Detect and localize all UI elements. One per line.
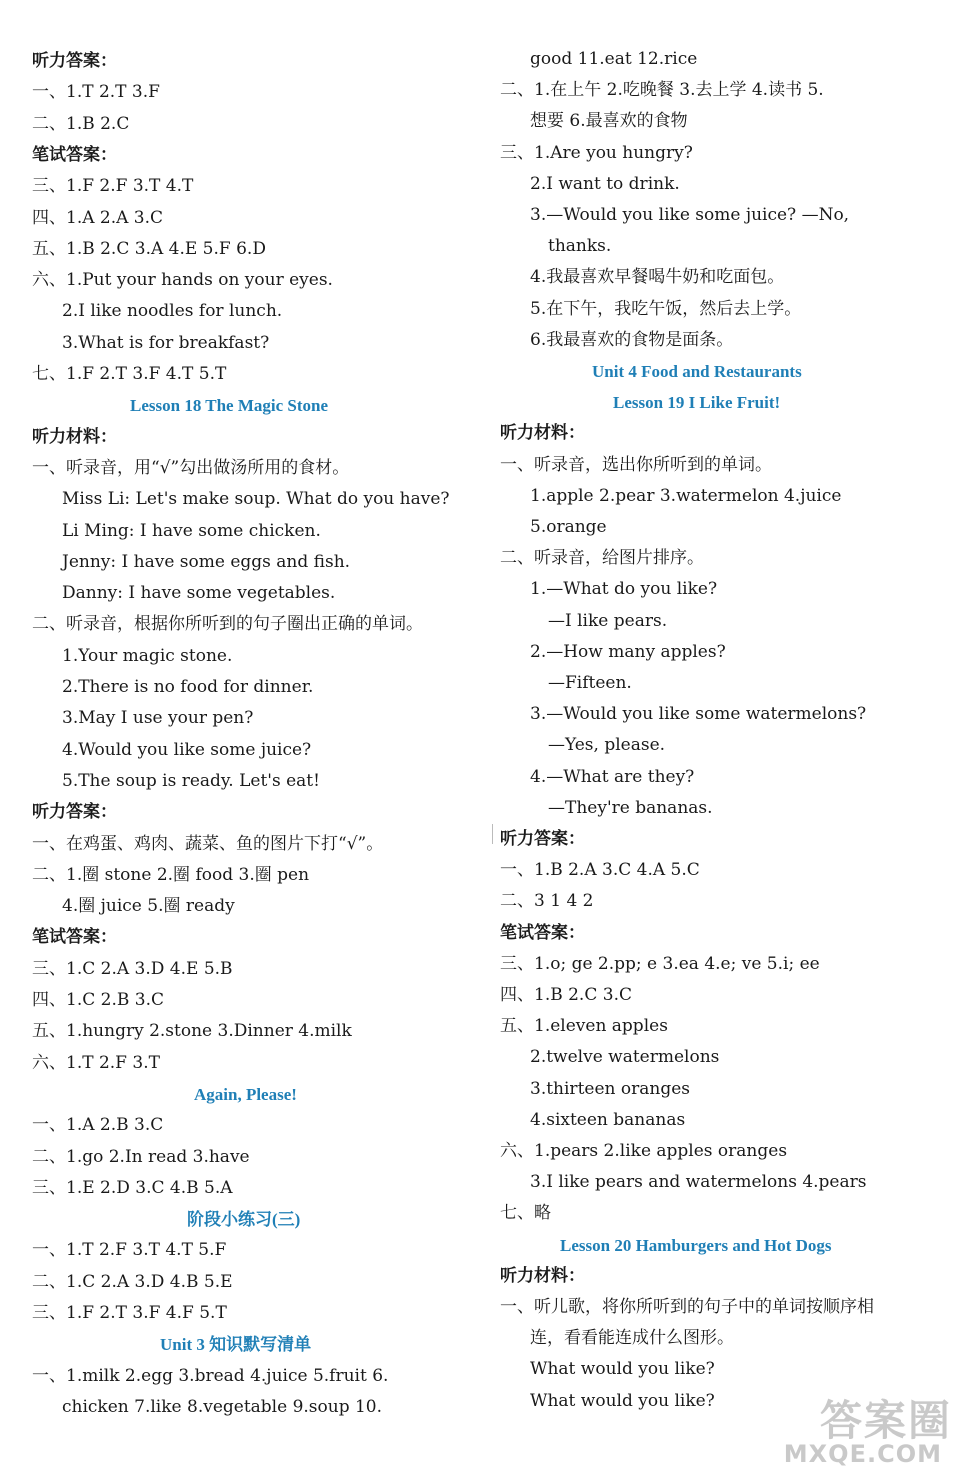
text-line: —Yes, please.: [548, 735, 666, 756]
text-line: 三、1.F 2.T 3.F 4.F 5.T: [32, 1303, 227, 1323]
section-heading: 阶段小练习(三): [187, 1210, 301, 1230]
text-line: 连，看看能连成什么图形。: [530, 1328, 734, 1349]
text-line: 一、1.T 2.T 3.F: [32, 82, 160, 103]
text-line: 七、略: [500, 1203, 551, 1224]
text-line: 笔试答案：: [32, 927, 117, 948]
text-line: 4.—What are they?: [530, 766, 695, 787]
text-line: 一、在鸡蛋、鸡肉、蔬菜、鱼的图片下打“√”。: [32, 833, 384, 854]
section-heading: Unit 3 知识默写清单: [160, 1335, 312, 1355]
text-line: Danny: I have some vegetables.: [62, 583, 336, 604]
watermark-logo: [762, 1388, 952, 1468]
text-line: 听力答案：: [32, 51, 117, 71]
text-line: good 11.eat 12.rice: [530, 49, 698, 69]
text-line: 笔试答案：: [500, 922, 585, 943]
text-line: 四、1.B 2.C 3.C: [500, 985, 632, 1005]
text-line: 2.—How many apples?: [530, 641, 726, 662]
text-line: 六、1.pears 2.like apples oranges: [500, 1141, 788, 1161]
text-line: 二、1.go 2.In read 3.have: [32, 1146, 250, 1167]
text-line: 二、听录音，给图片排序。: [500, 548, 704, 569]
text-line: 六、1.T 2.F 3.T: [32, 1052, 160, 1073]
text-line: Miss Li: Let's make soup. What do you have?: [62, 489, 450, 510]
text-line: 4.圈 juice 5.圈 ready: [62, 896, 235, 917]
text-line: 三、1.C 2.A 3.D 4.E 5.B: [32, 958, 233, 979]
text-line: 2.There is no food for dinner.: [62, 677, 314, 697]
text-line: 一、1.milk 2.egg 3.bread 4.juice 5.fruit 6.: [32, 1365, 389, 1386]
text-line: 二、听录音，根据你所听到的句子圈出正确的单词。: [32, 614, 423, 635]
text-line: 3.—Would you like some juice? —No,: [530, 205, 850, 225]
text-line: 5.The soup is ready. Let's eat!: [62, 770, 320, 791]
section-heading: Lesson 19 I Like Fruit!: [613, 393, 781, 413]
text-line: 四、1.C 2.B 3.C: [32, 990, 164, 1010]
text-line: 4.我最喜欢早餐喝牛奶和吃面包。: [530, 267, 785, 288]
text-line: 5.orange: [530, 517, 607, 537]
text-line: 一、听录音，用“√”勾出做汤所用的食材。: [32, 457, 350, 478]
text-line: Jenny: I have some eggs and fish.: [62, 551, 351, 572]
text-line: 听力材料：: [500, 423, 585, 444]
text-line: 一、1.A 2.B 3.C: [32, 1115, 164, 1136]
text-line: 3.—Would you like some watermelons?: [530, 704, 867, 725]
text-line: 一、听儿歌，将你所听到的句子中的单词按顺序相: [500, 1297, 874, 1317]
section-heading: Again, Please!: [194, 1084, 297, 1104]
watermark-mark: 答案圈: [819, 1396, 952, 1445]
text-line: 2.I like noodles for lunch.: [62, 301, 283, 322]
text-line: 1.—What do you like?: [530, 579, 718, 600]
text-line: 一、1.T 2.F 3.T 4.T 5.F: [32, 1240, 227, 1261]
text-line: 二、1.B 2.C: [32, 113, 130, 134]
text-line: —They're bananas.: [548, 797, 713, 818]
text-line: 三、1.E 2.D 3.C 4.B 5.A: [32, 1177, 233, 1198]
text-line: 听力答案：: [32, 802, 117, 823]
text-line: 二、1.圈 stone 2.圈 food 3.圈 pen: [32, 864, 310, 885]
text-line: 3.What is for breakfast?: [62, 332, 270, 353]
text-line: Li Ming: I have some chicken.: [62, 520, 321, 541]
text-line: 3.May I use your pen?: [62, 708, 254, 729]
text-line: 听力材料：: [32, 426, 117, 447]
text-line: 3.I like pears and watermelons 4.pears: [530, 1172, 867, 1193]
text-line: 三、1.Are you hungry?: [500, 142, 693, 163]
text-line: 笔试答案：: [32, 144, 117, 165]
text-line: 五、1.B 2.C 3.A 4.E 5.F 6.D: [32, 238, 266, 259]
text-line: 3.thirteen oranges: [530, 1078, 690, 1099]
text-line: —I like pears.: [548, 610, 668, 631]
text-line: 二、1.C 2.A 3.D 4.B 5.E: [32, 1271, 233, 1292]
text-line: 4.sixteen bananas: [530, 1109, 686, 1130]
text-line: 听力材料：: [500, 1265, 585, 1286]
text-line: 1.Your magic stone.: [62, 645, 233, 666]
text-line: What would you like?: [530, 1390, 715, 1411]
text-line: 1.apple 2.pear 3.watermelon 4.juice: [530, 485, 842, 506]
text-line: 一、1.B 2.A 3.C 4.A 5.C: [500, 860, 700, 881]
text-line: 6.我最喜欢的食物是面条。: [530, 329, 734, 350]
text-line: 4.Would you like some juice?: [62, 739, 312, 760]
text-line: 想要 6.最喜欢的食物: [530, 111, 688, 132]
text-line: 五、1.eleven apples: [500, 1016, 668, 1037]
text-line: 七、1.F 2.T 3.F 4.T 5.T: [32, 364, 227, 384]
text-line: 五、1.hungry 2.stone 3.Dinner 4.milk: [32, 1021, 352, 1042]
section-heading: Lesson 18 The Magic Stone: [130, 396, 329, 416]
text-line: What would you like?: [530, 1359, 715, 1380]
text-line: 一、听录音，选出你所听到的单词。: [500, 454, 772, 475]
text-line: 听力答案：: [500, 829, 585, 849]
watermark-text: MXQE.COM: [783, 1440, 942, 1468]
text-line: 六、1.Put your hands on your eyes.: [32, 270, 333, 291]
text-line: 二、3 1 4 2: [500, 891, 594, 912]
text-line: 四、1.A 2.A 3.C: [32, 207, 164, 228]
column-divider: [492, 824, 493, 844]
text-line: 5.在下午，我吃午饭，然后去上学。: [530, 298, 802, 319]
section-heading: Unit 4 Food and Restaurants: [592, 362, 802, 381]
text-line: —Fifteen.: [548, 673, 632, 693]
text-line: 二、1.在上午 2.吃晚餐 3.去上学 4.读书 5.: [500, 80, 824, 101]
text-line: thanks.: [548, 236, 612, 257]
text-line: 三、1.o; ge 2.pp; e 3.ea 4.e; ve 5.i; ee: [500, 953, 820, 974]
text-line: 2.twelve watermelons: [530, 1047, 720, 1068]
section-heading: Lesson 20 Hamburgers and Hot Dogs: [560, 1235, 832, 1255]
text-line: chicken 7.like 8.vegetable 9.soup 10.: [62, 1396, 383, 1417]
text-line: 三、1.F 2.F 3.T 4.T: [32, 176, 194, 197]
text-line: 2.I want to drink.: [530, 173, 680, 194]
